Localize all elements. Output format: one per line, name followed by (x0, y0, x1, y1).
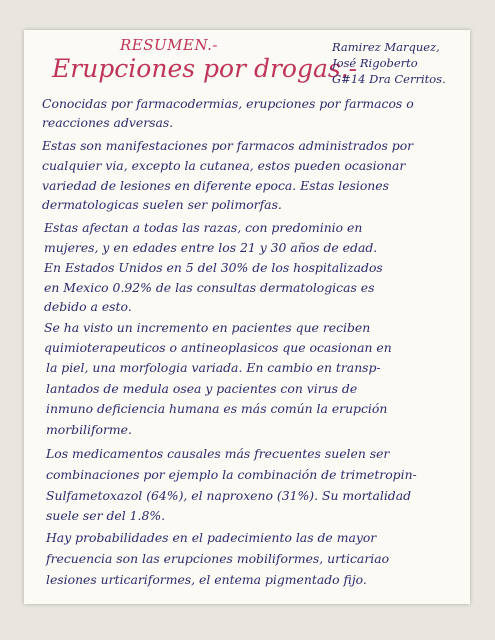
text-line: lantados de medula osea y pacientes con virus de (46, 381, 358, 396)
author-name-line-1: Ramirez Marquez, (332, 40, 440, 54)
text-line: lesiones urticariformes, el entema pigmentado fijo. (46, 572, 367, 587)
text-line: Hay probabilidades en el padecimiento las de mayor (46, 530, 377, 545)
text-line: Estas son manifestaciones por farmacos administrados por (42, 138, 414, 153)
text-line: morbiliforme. (46, 422, 132, 437)
text-line: debido a esto. (44, 299, 132, 314)
text-line: inmuno deficiencia humana es más común la erupción (46, 401, 388, 416)
text-line: combinaciones por ejemplo la combinación de trimetropin- (46, 467, 417, 482)
text-line: Los medicamentos causales más frecuentes suelen ser (46, 446, 390, 461)
text-line: suele ser del 1.8%. (46, 508, 166, 523)
text-line: mujeres, y en edades entre los 21 y 30 años de edad. (44, 240, 378, 255)
text-line: Conocidas por farmacodermias, erupciones por farmacos o (42, 96, 414, 111)
text-line: Sulfametoxazol (64%), el naproxeno (31%). Su mortalidad (46, 488, 412, 503)
page-title: Erupciones por drogas.- (52, 54, 358, 83)
text-line: frecuencia son las erupciones mobiliformes, urticariao (46, 551, 390, 566)
author-name-line-2: José Rigoberto (332, 56, 418, 70)
summary-heading: RESUMEN.- (120, 36, 218, 54)
text-line: Estas afectan a todas las razas, con predominio en (44, 220, 363, 235)
text-line: reacciones adversas. (42, 115, 174, 130)
text-line: la piel, una morfologia variada. En cambio en transp- (46, 360, 381, 375)
text-line: dermatologicas suelen ser polimorfas. (42, 197, 282, 212)
text-line: Se ha visto un incremento en pacientes que reciben (44, 320, 371, 335)
text-line: En Estados Unidos en 5 del 30% de los hospitalizados (44, 260, 383, 275)
text-line: quimioterapeuticos o antineoplasicos que ocasionan en (44, 340, 392, 355)
notebook-page (24, 30, 470, 604)
text-line: cualquier via, excepto la cutanea, estos pueden ocasionar (42, 158, 406, 173)
text-line: en Mexico 0.92% de las consultas dermatologicas es (44, 280, 375, 295)
text-line: variedad de lesiones en diferente epoca. Estas lesiones (42, 178, 389, 193)
author-group-line: G#14 Dra Cerritos. (332, 72, 446, 86)
